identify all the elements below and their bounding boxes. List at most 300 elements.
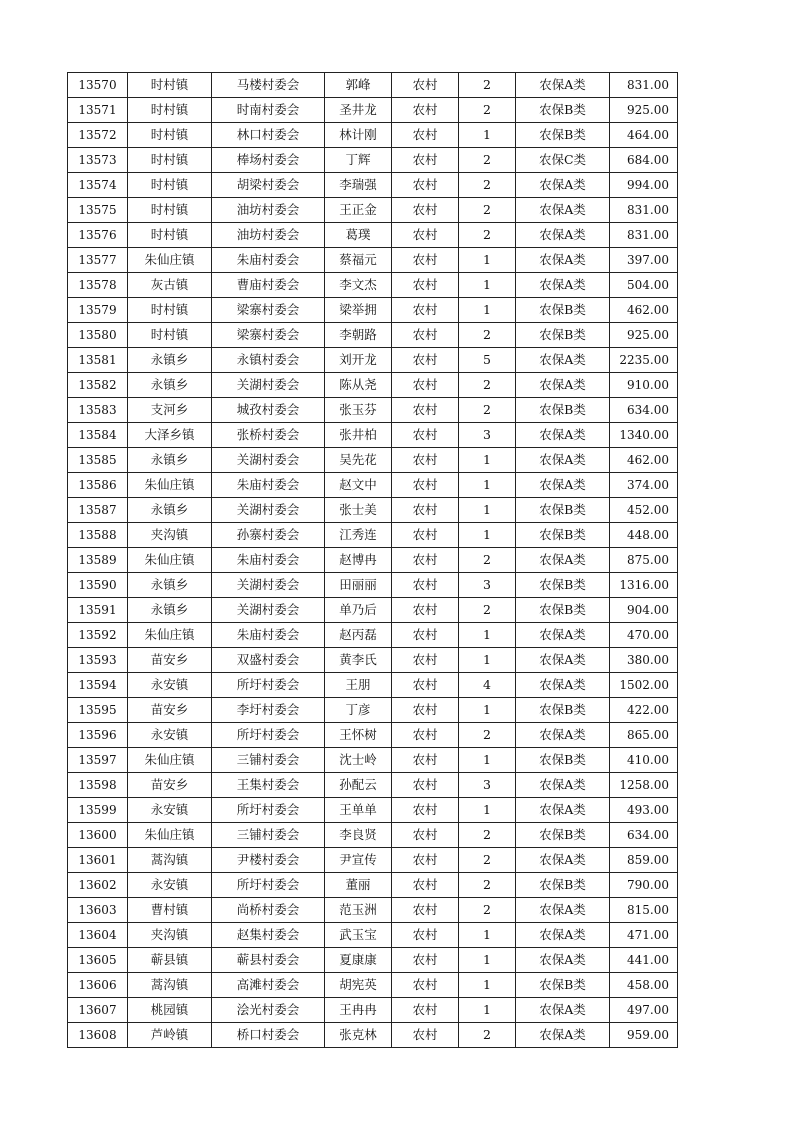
name-cell: 尹宣传 bbox=[325, 848, 392, 873]
table-row bbox=[68, 898, 678, 923]
household-count-cell: 1 bbox=[459, 523, 516, 548]
record-id-cell: 13594 bbox=[68, 673, 128, 698]
household-count-cell: 2 bbox=[459, 373, 516, 398]
town-cell: 永安镇 bbox=[128, 873, 212, 898]
record-id-cell: 13575 bbox=[68, 198, 128, 223]
area-type-cell: 农村 bbox=[392, 248, 459, 273]
name-cell: 董丽 bbox=[325, 873, 392, 898]
record-id-cell: 13587 bbox=[68, 498, 128, 523]
village-cell: 梁寨村委会 bbox=[212, 298, 325, 323]
town-cell: 时村镇 bbox=[128, 198, 212, 223]
town-cell: 永镇乡 bbox=[128, 598, 212, 623]
town-cell: 时村镇 bbox=[128, 98, 212, 123]
amount-cell: 397.00 bbox=[610, 248, 678, 273]
table-row bbox=[68, 198, 678, 223]
town-cell: 曹村镇 bbox=[128, 898, 212, 923]
name-cell: 梁举拥 bbox=[325, 298, 392, 323]
table-row bbox=[68, 323, 678, 348]
household-count-cell: 2 bbox=[459, 598, 516, 623]
name-cell: 孙配云 bbox=[325, 773, 392, 798]
category-cell: 农保A类 bbox=[516, 948, 610, 973]
category-cell: 农保A类 bbox=[516, 423, 610, 448]
record-id-cell: 13584 bbox=[68, 423, 128, 448]
table-row bbox=[68, 73, 678, 98]
area-type-cell: 农村 bbox=[392, 948, 459, 973]
household-count-cell: 2 bbox=[459, 148, 516, 173]
category-cell: 农保A类 bbox=[516, 773, 610, 798]
amount-cell: 1258.00 bbox=[610, 773, 678, 798]
amount-cell: 410.00 bbox=[610, 748, 678, 773]
amount-cell: 959.00 bbox=[610, 1023, 678, 1048]
category-cell: 农保A类 bbox=[516, 848, 610, 873]
town-cell: 朱仙庄镇 bbox=[128, 623, 212, 648]
area-type-cell: 农村 bbox=[392, 373, 459, 398]
village-cell: 赵集村委会 bbox=[212, 923, 325, 948]
table-row bbox=[68, 648, 678, 673]
village-cell: 时南村委会 bbox=[212, 98, 325, 123]
household-count-cell: 1 bbox=[459, 473, 516, 498]
village-cell: 棒场村委会 bbox=[212, 148, 325, 173]
amount-cell: 493.00 bbox=[610, 798, 678, 823]
village-cell: 尹楼村委会 bbox=[212, 848, 325, 873]
amount-cell: 925.00 bbox=[610, 98, 678, 123]
town-cell: 朱仙庄镇 bbox=[128, 473, 212, 498]
category-cell: 农保A类 bbox=[516, 798, 610, 823]
town-cell: 时村镇 bbox=[128, 173, 212, 198]
table-body bbox=[68, 73, 678, 1048]
area-type-cell: 农村 bbox=[392, 773, 459, 798]
area-type-cell: 农村 bbox=[392, 498, 459, 523]
household-count-cell: 2 bbox=[459, 98, 516, 123]
town-cell: 蒿沟镇 bbox=[128, 973, 212, 998]
name-cell: 单乃后 bbox=[325, 598, 392, 623]
amount-cell: 831.00 bbox=[610, 73, 678, 98]
household-count-cell: 1 bbox=[459, 648, 516, 673]
table-row bbox=[68, 348, 678, 373]
record-id-cell: 13593 bbox=[68, 648, 128, 673]
town-cell: 时村镇 bbox=[128, 148, 212, 173]
table-row bbox=[68, 848, 678, 873]
village-cell: 王集村委会 bbox=[212, 773, 325, 798]
town-cell: 大泽乡镇 bbox=[128, 423, 212, 448]
amount-cell: 380.00 bbox=[610, 648, 678, 673]
village-cell: 油坊村委会 bbox=[212, 198, 325, 223]
record-id-cell: 13573 bbox=[68, 148, 128, 173]
name-cell: 丁彦 bbox=[325, 698, 392, 723]
household-count-cell: 1 bbox=[459, 698, 516, 723]
household-count-cell: 2 bbox=[459, 323, 516, 348]
table-row bbox=[68, 598, 678, 623]
table-row bbox=[68, 223, 678, 248]
amount-cell: 471.00 bbox=[610, 923, 678, 948]
household-count-cell: 2 bbox=[459, 1023, 516, 1048]
category-cell: 农保B类 bbox=[516, 973, 610, 998]
name-cell: 赵文中 bbox=[325, 473, 392, 498]
name-cell: 张士美 bbox=[325, 498, 392, 523]
area-type-cell: 农村 bbox=[392, 1023, 459, 1048]
household-count-cell: 2 bbox=[459, 723, 516, 748]
record-id-cell: 13579 bbox=[68, 298, 128, 323]
area-type-cell: 农村 bbox=[392, 698, 459, 723]
amount-cell: 831.00 bbox=[610, 223, 678, 248]
record-id-cell: 13605 bbox=[68, 948, 128, 973]
record-id-cell: 13586 bbox=[68, 473, 128, 498]
village-cell: 朱庙村委会 bbox=[212, 548, 325, 573]
name-cell: 赵丙磊 bbox=[325, 623, 392, 648]
village-cell: 朱庙村委会 bbox=[212, 473, 325, 498]
area-type-cell: 农村 bbox=[392, 523, 459, 548]
town-cell: 蕲县镇 bbox=[128, 948, 212, 973]
area-type-cell: 农村 bbox=[392, 173, 459, 198]
category-cell: 农保B类 bbox=[516, 398, 610, 423]
amount-cell: 994.00 bbox=[610, 173, 678, 198]
town-cell: 夹沟镇 bbox=[128, 523, 212, 548]
category-cell: 农保B类 bbox=[516, 873, 610, 898]
area-type-cell: 农村 bbox=[392, 323, 459, 348]
record-id-cell: 13600 bbox=[68, 823, 128, 848]
village-cell: 张桥村委会 bbox=[212, 423, 325, 448]
area-type-cell: 农村 bbox=[392, 923, 459, 948]
area-type-cell: 农村 bbox=[392, 723, 459, 748]
town-cell: 支河乡 bbox=[128, 398, 212, 423]
village-cell: 桥口村委会 bbox=[212, 1023, 325, 1048]
amount-cell: 634.00 bbox=[610, 823, 678, 848]
name-cell: 夏康康 bbox=[325, 948, 392, 973]
name-cell: 王单单 bbox=[325, 798, 392, 823]
name-cell: 田丽丽 bbox=[325, 573, 392, 598]
amount-cell: 374.00 bbox=[610, 473, 678, 498]
area-type-cell: 农村 bbox=[392, 873, 459, 898]
town-cell: 苗安乡 bbox=[128, 648, 212, 673]
name-cell: 王朋 bbox=[325, 673, 392, 698]
record-id-cell: 13595 bbox=[68, 698, 128, 723]
area-type-cell: 农村 bbox=[392, 598, 459, 623]
town-cell: 永镇乡 bbox=[128, 498, 212, 523]
name-cell: 张玉芬 bbox=[325, 398, 392, 423]
amount-cell: 1316.00 bbox=[610, 573, 678, 598]
name-cell: 李朝路 bbox=[325, 323, 392, 348]
name-cell: 李瑞强 bbox=[325, 173, 392, 198]
record-id-cell: 13574 bbox=[68, 173, 128, 198]
category-cell: 农保A类 bbox=[516, 898, 610, 923]
record-id-cell: 13590 bbox=[68, 573, 128, 598]
category-cell: 农保B类 bbox=[516, 323, 610, 348]
category-cell: 农保A类 bbox=[516, 348, 610, 373]
name-cell: 赵博冉 bbox=[325, 548, 392, 573]
record-id-cell: 13589 bbox=[68, 548, 128, 573]
town-cell: 芦岭镇 bbox=[128, 1023, 212, 1048]
area-type-cell: 农村 bbox=[392, 73, 459, 98]
village-cell: 关湖村委会 bbox=[212, 373, 325, 398]
amount-cell: 504.00 bbox=[610, 273, 678, 298]
amount-cell: 462.00 bbox=[610, 298, 678, 323]
table-row bbox=[68, 948, 678, 973]
area-type-cell: 农村 bbox=[392, 648, 459, 673]
household-count-cell: 1 bbox=[459, 298, 516, 323]
table-row bbox=[68, 373, 678, 398]
record-id-cell: 13592 bbox=[68, 623, 128, 648]
name-cell: 胡宪英 bbox=[325, 973, 392, 998]
name-cell: 李良贤 bbox=[325, 823, 392, 848]
village-cell: 朱庙村委会 bbox=[212, 623, 325, 648]
record-id-cell: 13588 bbox=[68, 523, 128, 548]
amount-cell: 910.00 bbox=[610, 373, 678, 398]
name-cell: 沈士岭 bbox=[325, 748, 392, 773]
household-count-cell: 2 bbox=[459, 73, 516, 98]
town-cell: 时村镇 bbox=[128, 323, 212, 348]
village-cell: 永镇村委会 bbox=[212, 348, 325, 373]
area-type-cell: 农村 bbox=[392, 823, 459, 848]
record-id-cell: 13598 bbox=[68, 773, 128, 798]
table-row bbox=[68, 623, 678, 648]
area-type-cell: 农村 bbox=[392, 298, 459, 323]
household-count-cell: 5 bbox=[459, 348, 516, 373]
name-cell: 刘开龙 bbox=[325, 348, 392, 373]
amount-cell: 790.00 bbox=[610, 873, 678, 898]
table-row bbox=[68, 548, 678, 573]
town-cell: 朱仙庄镇 bbox=[128, 748, 212, 773]
category-cell: 农保A类 bbox=[516, 273, 610, 298]
household-count-cell: 1 bbox=[459, 248, 516, 273]
record-id-cell: 13571 bbox=[68, 98, 128, 123]
amount-cell: 1340.00 bbox=[610, 423, 678, 448]
town-cell: 永镇乡 bbox=[128, 348, 212, 373]
amount-cell: 815.00 bbox=[610, 898, 678, 923]
table-row bbox=[68, 173, 678, 198]
household-count-cell: 2 bbox=[459, 398, 516, 423]
town-cell: 永安镇 bbox=[128, 723, 212, 748]
household-count-cell: 1 bbox=[459, 448, 516, 473]
town-cell: 桃园镇 bbox=[128, 998, 212, 1023]
table-row bbox=[68, 98, 678, 123]
name-cell: 王冉冉 bbox=[325, 998, 392, 1023]
amount-cell: 441.00 bbox=[610, 948, 678, 973]
area-type-cell: 农村 bbox=[392, 548, 459, 573]
name-cell: 陈从尧 bbox=[325, 373, 392, 398]
area-type-cell: 农村 bbox=[392, 273, 459, 298]
table-row bbox=[68, 698, 678, 723]
household-count-cell: 1 bbox=[459, 798, 516, 823]
village-cell: 高滩村委会 bbox=[212, 973, 325, 998]
village-cell: 所圩村委会 bbox=[212, 873, 325, 898]
village-cell: 梁寨村委会 bbox=[212, 323, 325, 348]
area-type-cell: 农村 bbox=[392, 798, 459, 823]
category-cell: 农保B类 bbox=[516, 573, 610, 598]
town-cell: 蒿沟镇 bbox=[128, 848, 212, 873]
village-cell: 林口村委会 bbox=[212, 123, 325, 148]
amount-cell: 458.00 bbox=[610, 973, 678, 998]
table-row bbox=[68, 248, 678, 273]
amount-cell: 634.00 bbox=[610, 398, 678, 423]
household-count-cell: 1 bbox=[459, 973, 516, 998]
table-row bbox=[68, 148, 678, 173]
table-row bbox=[68, 498, 678, 523]
town-cell: 夹沟镇 bbox=[128, 923, 212, 948]
amount-cell: 925.00 bbox=[610, 323, 678, 348]
area-type-cell: 农村 bbox=[392, 448, 459, 473]
name-cell: 郭峰 bbox=[325, 73, 392, 98]
table-row bbox=[68, 823, 678, 848]
amount-cell: 859.00 bbox=[610, 848, 678, 873]
category-cell: 农保B类 bbox=[516, 823, 610, 848]
village-cell: 蕲县村委会 bbox=[212, 948, 325, 973]
town-cell: 灰古镇 bbox=[128, 273, 212, 298]
household-count-cell: 1 bbox=[459, 623, 516, 648]
amount-cell: 470.00 bbox=[610, 623, 678, 648]
area-type-cell: 农村 bbox=[392, 848, 459, 873]
name-cell: 李文杰 bbox=[325, 273, 392, 298]
record-id-cell: 13597 bbox=[68, 748, 128, 773]
name-cell: 范玉洲 bbox=[325, 898, 392, 923]
village-cell: 所圩村委会 bbox=[212, 798, 325, 823]
town-cell: 朱仙庄镇 bbox=[128, 548, 212, 573]
category-cell: 农保A类 bbox=[516, 1023, 610, 1048]
amount-cell: 684.00 bbox=[610, 148, 678, 173]
village-cell: 油坊村委会 bbox=[212, 223, 325, 248]
record-id-cell: 13606 bbox=[68, 973, 128, 998]
category-cell: 农保A类 bbox=[516, 223, 610, 248]
area-type-cell: 农村 bbox=[392, 123, 459, 148]
category-cell: 农保A类 bbox=[516, 998, 610, 1023]
area-type-cell: 农村 bbox=[392, 348, 459, 373]
record-id-cell: 13576 bbox=[68, 223, 128, 248]
household-count-cell: 1 bbox=[459, 123, 516, 148]
area-type-cell: 农村 bbox=[392, 98, 459, 123]
table-row bbox=[68, 1023, 678, 1048]
village-cell: 双盛村委会 bbox=[212, 648, 325, 673]
record-id-cell: 13585 bbox=[68, 448, 128, 473]
record-id-cell: 13570 bbox=[68, 73, 128, 98]
name-cell: 吴先花 bbox=[325, 448, 392, 473]
village-cell: 城孜村委会 bbox=[212, 398, 325, 423]
amount-cell: 448.00 bbox=[610, 523, 678, 548]
town-cell: 永镇乡 bbox=[128, 373, 212, 398]
record-id-cell: 13572 bbox=[68, 123, 128, 148]
table-row bbox=[68, 873, 678, 898]
amount-cell: 422.00 bbox=[610, 698, 678, 723]
category-cell: 农保B类 bbox=[516, 698, 610, 723]
town-cell: 时村镇 bbox=[128, 223, 212, 248]
area-type-cell: 农村 bbox=[392, 148, 459, 173]
name-cell: 林计刚 bbox=[325, 123, 392, 148]
category-cell: 农保B类 bbox=[516, 598, 610, 623]
table-row bbox=[68, 123, 678, 148]
household-count-cell: 2 bbox=[459, 873, 516, 898]
town-cell: 苗安乡 bbox=[128, 773, 212, 798]
household-count-cell: 2 bbox=[459, 823, 516, 848]
area-type-cell: 农村 bbox=[392, 573, 459, 598]
town-cell: 时村镇 bbox=[128, 123, 212, 148]
name-cell: 武玉宝 bbox=[325, 923, 392, 948]
record-id-cell: 13602 bbox=[68, 873, 128, 898]
village-cell: 李圩村委会 bbox=[212, 698, 325, 723]
category-cell: 农保B类 bbox=[516, 748, 610, 773]
category-cell: 农保A类 bbox=[516, 548, 610, 573]
village-cell: 所圩村委会 bbox=[212, 673, 325, 698]
table-row bbox=[68, 673, 678, 698]
household-count-cell: 2 bbox=[459, 548, 516, 573]
table-row bbox=[68, 748, 678, 773]
table-row bbox=[68, 523, 678, 548]
village-cell: 孙寨村委会 bbox=[212, 523, 325, 548]
village-cell: 马楼村委会 bbox=[212, 73, 325, 98]
category-cell: 农保A类 bbox=[516, 723, 610, 748]
name-cell: 王怀树 bbox=[325, 723, 392, 748]
name-cell: 丁辉 bbox=[325, 148, 392, 173]
table-row bbox=[68, 573, 678, 598]
category-cell: 农保B类 bbox=[516, 523, 610, 548]
category-cell: 农保B类 bbox=[516, 98, 610, 123]
amount-cell: 831.00 bbox=[610, 198, 678, 223]
name-cell: 王正金 bbox=[325, 198, 392, 223]
household-count-cell: 1 bbox=[459, 273, 516, 298]
village-cell: 关湖村委会 bbox=[212, 448, 325, 473]
area-type-cell: 农村 bbox=[392, 398, 459, 423]
category-cell: 农保A类 bbox=[516, 73, 610, 98]
table-row bbox=[68, 798, 678, 823]
category-cell: 农保A类 bbox=[516, 473, 610, 498]
household-count-cell: 2 bbox=[459, 898, 516, 923]
household-count-cell: 1 bbox=[459, 998, 516, 1023]
category-cell: 农保A类 bbox=[516, 673, 610, 698]
category-cell: 农保A类 bbox=[516, 248, 610, 273]
table-container bbox=[67, 72, 678, 1048]
name-cell: 蔡福元 bbox=[325, 248, 392, 273]
town-cell: 时村镇 bbox=[128, 298, 212, 323]
household-count-cell: 2 bbox=[459, 173, 516, 198]
category-cell: 农保A类 bbox=[516, 923, 610, 948]
amount-cell: 497.00 bbox=[610, 998, 678, 1023]
household-count-cell: 1 bbox=[459, 923, 516, 948]
amount-cell: 2235.00 bbox=[610, 348, 678, 373]
household-count-cell: 2 bbox=[459, 198, 516, 223]
village-cell: 关湖村委会 bbox=[212, 498, 325, 523]
category-cell: 农保A类 bbox=[516, 448, 610, 473]
amount-cell: 462.00 bbox=[610, 448, 678, 473]
category-cell: 农保B类 bbox=[516, 498, 610, 523]
area-type-cell: 农村 bbox=[392, 998, 459, 1023]
category-cell: 农保B类 bbox=[516, 123, 610, 148]
record-id-cell: 13607 bbox=[68, 998, 128, 1023]
category-cell: 农保A类 bbox=[516, 648, 610, 673]
town-cell: 朱仙庄镇 bbox=[128, 248, 212, 273]
table-row bbox=[68, 273, 678, 298]
area-type-cell: 农村 bbox=[392, 748, 459, 773]
name-cell: 黄李氏 bbox=[325, 648, 392, 673]
village-cell: 朱庙村委会 bbox=[212, 248, 325, 273]
category-cell: 农保C类 bbox=[516, 148, 610, 173]
area-type-cell: 农村 bbox=[392, 198, 459, 223]
household-count-cell: 2 bbox=[459, 848, 516, 873]
household-count-cell: 1 bbox=[459, 948, 516, 973]
town-cell: 永安镇 bbox=[128, 673, 212, 698]
record-id-cell: 13580 bbox=[68, 323, 128, 348]
category-cell: 农保A类 bbox=[516, 623, 610, 648]
table-row bbox=[68, 298, 678, 323]
category-cell: 农保A类 bbox=[516, 173, 610, 198]
category-cell: 农保A类 bbox=[516, 373, 610, 398]
area-type-cell: 农村 bbox=[392, 623, 459, 648]
record-id-cell: 13604 bbox=[68, 923, 128, 948]
table-row bbox=[68, 423, 678, 448]
record-id-cell: 13603 bbox=[68, 898, 128, 923]
record-id-cell: 13608 bbox=[68, 1023, 128, 1048]
town-cell: 朱仙庄镇 bbox=[128, 823, 212, 848]
village-cell: 胡梁村委会 bbox=[212, 173, 325, 198]
name-cell: 葛璞 bbox=[325, 223, 392, 248]
table-row bbox=[68, 773, 678, 798]
area-type-cell: 农村 bbox=[392, 223, 459, 248]
